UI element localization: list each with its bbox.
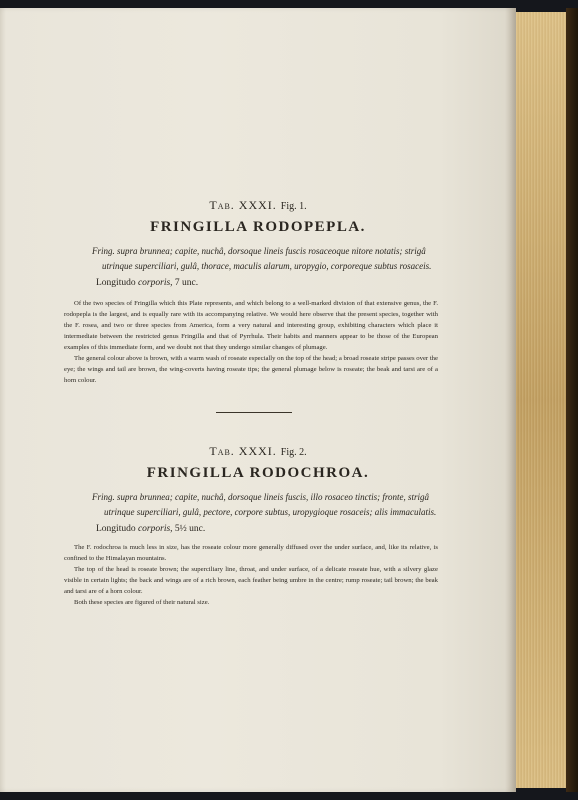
length-label: Longitudo bbox=[96, 278, 136, 288]
paragraph: The F. rodochroa is much less in size, has the roseate colour more generally diffused over the under surface, and, like its relative, is confined to the Himalayan mountains. bbox=[64, 544, 438, 562]
plate-heading bbox=[0, 444, 516, 459]
length-word: corporis, bbox=[137, 278, 173, 288]
plate-entry-1 bbox=[0, 198, 516, 236]
tab-label: Tab. XXXI. bbox=[209, 198, 277, 212]
length-value: 7 unc. bbox=[174, 278, 199, 288]
latin-description-1 bbox=[0, 244, 516, 291]
plate-entry-2 bbox=[0, 444, 516, 482]
latin-description-2 bbox=[0, 490, 516, 537]
length-label: Longitudo bbox=[96, 524, 136, 534]
length-value: 5½ unc. bbox=[174, 524, 206, 534]
length-word: corporis, bbox=[137, 524, 173, 534]
description-text-2 bbox=[64, 542, 438, 608]
section-divider bbox=[216, 412, 292, 413]
length-line bbox=[0, 522, 516, 537]
plate-heading bbox=[0, 198, 516, 213]
description-text-1 bbox=[64, 298, 438, 386]
latin-line: Fring. supra brunnea; capite, nuchâ, dorsoque lineis fuscis rosaceoque nitore notatis; strigâ bbox=[92, 246, 426, 256]
paragraph: The top of the head is roseate brown; the superciliary line, throat, and under surface, of a delicate roseate hue, with a silvery glaze visible in certain lights; the back and wings are of a rich brown, each feather being umbre in the centre; rump roseate; tail brown; the beak and tarsi are of a horn colour. bbox=[64, 566, 438, 595]
figure-label: Fig. 2. bbox=[280, 447, 307, 458]
paragraph: The general colour above is brown, with a warm wash of roseate especially on the top of the head; a broad roseate stripe passes over the eye; the wings and tail are brown, the wing-coverts having roseate tips; the general plumage below is roseate; the beak and tarsi are of a horn colour. bbox=[64, 355, 438, 384]
species-title: FRINGILLA RODOCHROA. bbox=[146, 465, 370, 481]
latin-line: Fring. supra brunnea; capite, nuchâ, dorsoque lineis fuscis, illo rosaceo tinctis; fronte, strigâ bbox=[92, 492, 430, 502]
latin-line: utrinque superciliari, gulâ, thorace, maculis alarum, uropygio, corporeque subtus rosaceis. bbox=[102, 261, 432, 271]
book-spread bbox=[0, 8, 578, 792]
latin-line: utrinque superciliari, gulâ, pectore, corpore subtus, uropygioque rosaceis; alis immaculatis. bbox=[104, 507, 437, 517]
species-title: FRINGILLA RODOPEPLA. bbox=[150, 219, 366, 235]
paragraph: Of the two species of Fringilla which this Plate represents, and which belong to a well-marked division of that extensive genus, the F. rodopepla is the largest, and is equally rare with its accompanying relative. We would here observe that the present species, together with the F. rosea, and two or three species from America, form a very natural and interesting group, exhibiting characters which place it intermediate between the restricted genus Fringilla and that of Pyrrhula. Their habits and manners appear to be those of the European examples of this immediate form, and we doubt not that they undergo similar changes of plumage. bbox=[64, 300, 438, 351]
tab-label: Tab. XXXI. bbox=[209, 444, 277, 458]
book-page bbox=[0, 8, 516, 792]
book-cover-edge bbox=[566, 8, 578, 792]
length-line bbox=[0, 276, 516, 291]
gilt-page-edges bbox=[516, 12, 569, 788]
page-curl-shadow bbox=[505, 8, 516, 792]
figure-label: Fig. 1. bbox=[280, 201, 307, 212]
paragraph: Both these species are figured of their natural size. bbox=[74, 599, 210, 606]
